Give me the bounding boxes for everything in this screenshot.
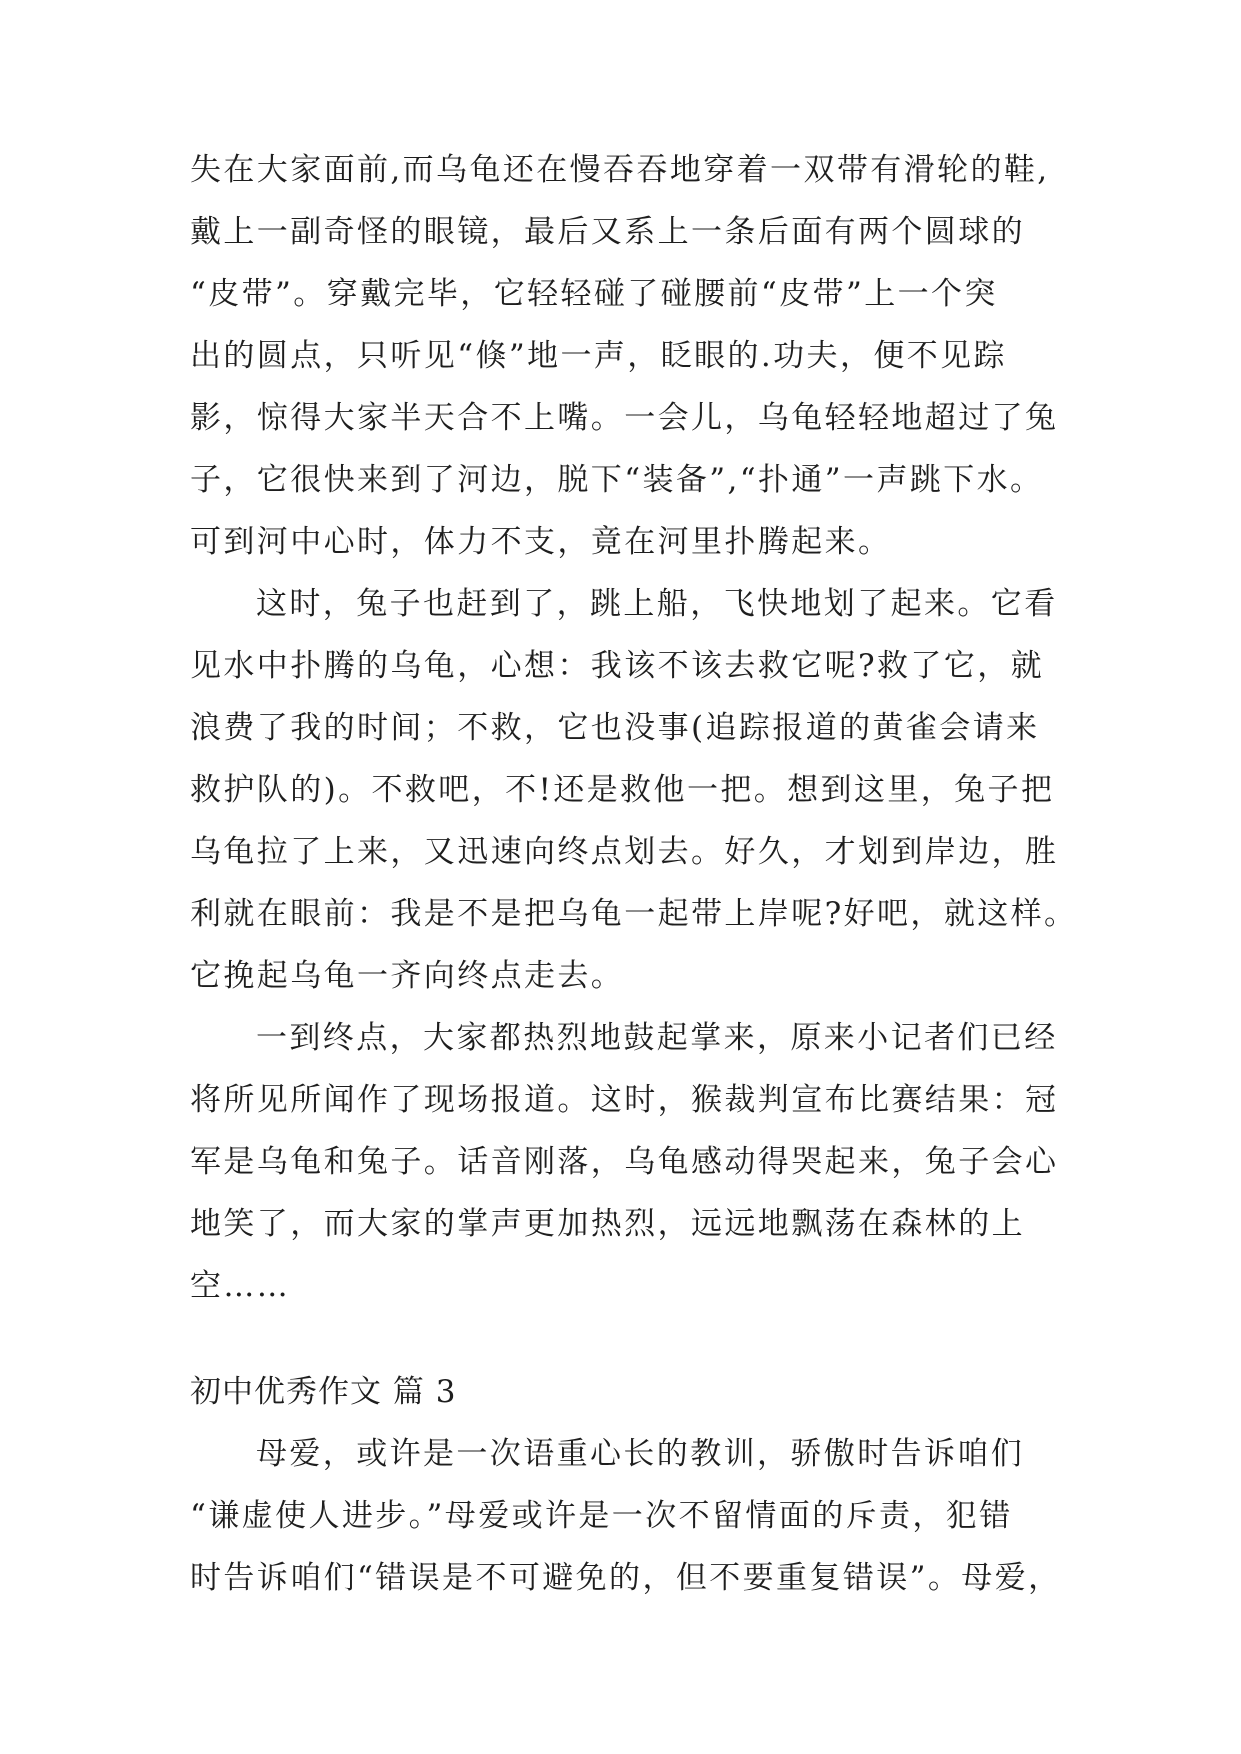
text-line: 军是乌龟和兔子。话音刚落，乌龟感动得哭起来，兔子会心 xyxy=(190,1144,1059,1180)
text-line: 浪费了我的时间；不救，它也没事(追踪报道的黄雀会请来 xyxy=(190,710,1040,746)
text-line: 它挽起乌龟一齐向终点走去。 xyxy=(190,958,625,994)
text-line: 这时，兔子也赶到了，跳上船，飞快地划了起来。它看 xyxy=(256,586,1058,622)
text-line: “谦虚使人进步。”母爱或许是一次不留情面的斥责，犯错 xyxy=(190,1498,1013,1534)
text-line: 将所见所闻作了现场报道。这时，猴裁判宣布比赛结果：冠 xyxy=(190,1082,1059,1118)
text-line: 见水中扑腾的乌龟，心想：我该不该去救它呢?救了它，就 xyxy=(190,648,1045,684)
text-line: 出的圆点，只听见“倏”地一声，眨眼的.功夫，便不见踪 xyxy=(190,338,1007,374)
text-line: 利就在眼前：我是不是把乌龟一起带上岸呢?好吧，就这样。 xyxy=(190,896,1078,932)
text-line: 空…… xyxy=(190,1268,291,1304)
text-line: 戴上一副奇怪的眼镜，最后又系上一条后面有两个圆球的 xyxy=(190,214,1025,250)
text-line: 救护队的)。不救吧，不!还是救他一把。想到这里，兔子把 xyxy=(190,772,1055,808)
text-line: 子，它很快来到了河边，脱下“装备”,“扑通”一声跳下水。 xyxy=(190,462,1044,498)
text-line: 一到终点，大家都热烈地鼓起掌来，原来小记者们已经 xyxy=(256,1020,1058,1056)
text-line: 失在大家面前,而乌龟还在慢吞吞地穿着一双带有滑轮的鞋, xyxy=(190,152,1050,188)
text-line: 地笑了，而大家的掌声更加热烈，远远地飘荡在森林的上 xyxy=(190,1206,1025,1242)
text-line: 影，惊得大家半天合不上嘴。一会儿，乌龟轻轻地超过了兔 xyxy=(190,400,1059,436)
text-line: 可到河中心时，体力不支，竟在河里扑腾起来。 xyxy=(190,524,892,560)
section-heading: 初中优秀作文 篇 3 xyxy=(190,1374,457,1410)
text-line: 母爱，或许是一次语重心长的教训，骄傲时告诉咱们 xyxy=(256,1436,1025,1472)
text-line: “皮带”。穿戴完毕，它轻轻碰了碰腰前“皮带”上一个突 xyxy=(190,276,998,312)
text-line: 乌龟拉了上来，又迅速向终点划去。好久，才划到岸边，胜 xyxy=(190,834,1059,870)
text-line: 时告诉咱们“错误是不可避免的，但不要重复错误”。母爱， xyxy=(190,1560,1062,1596)
